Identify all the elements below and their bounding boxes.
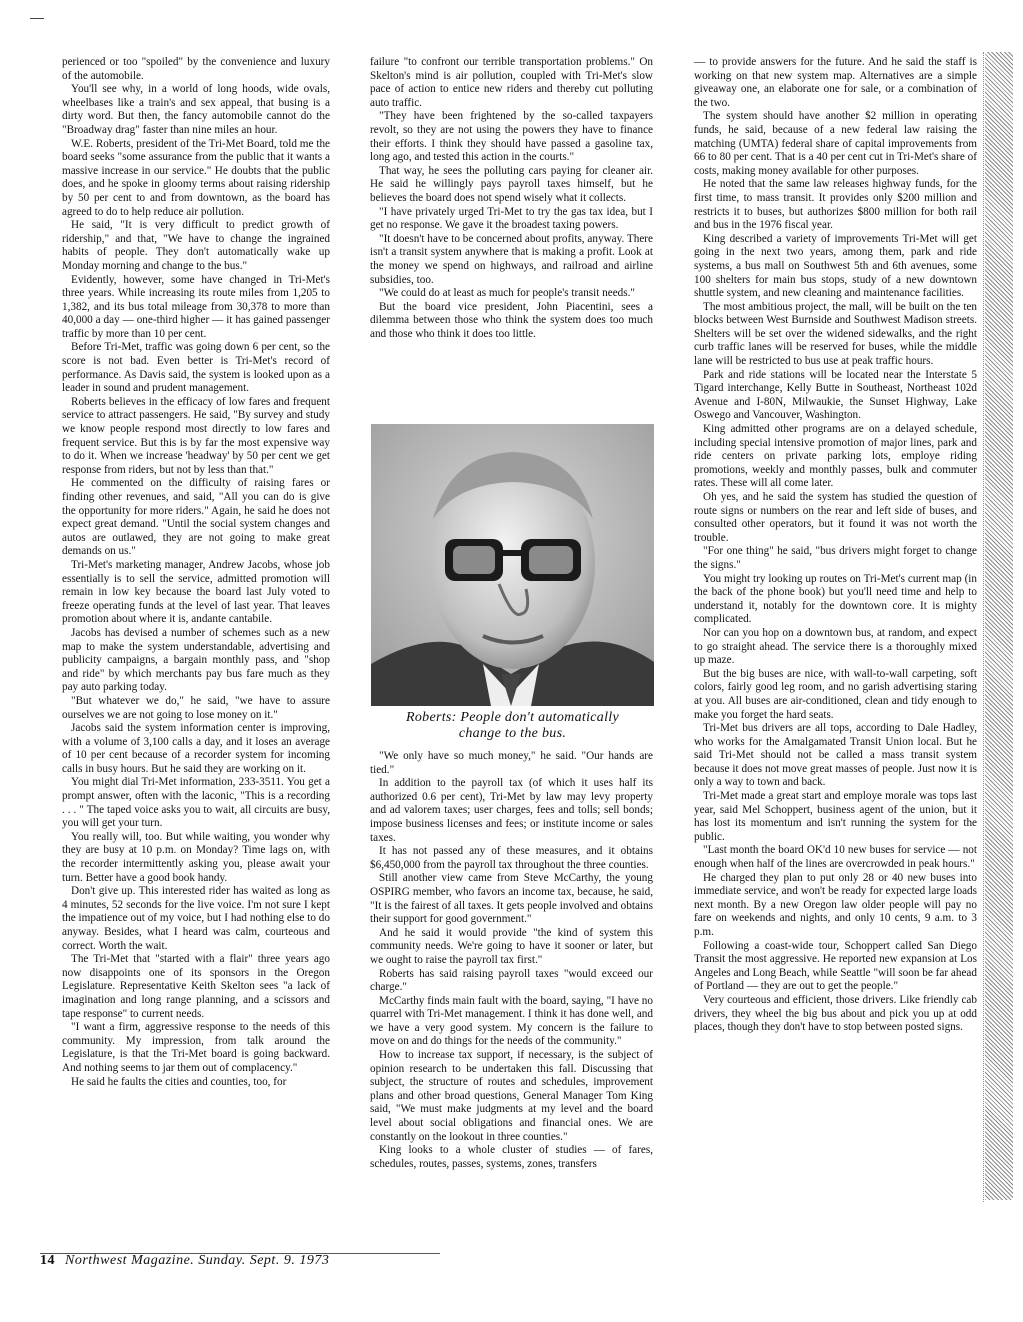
article-column-1 <box>62 56 330 1089</box>
paragraph: Jacobs said the system information center is improving, with a volume of 3,100 calls a day, and it loses an average of 10 per cent because of a recorder system for incoming calls in busy hours. But he said they are working on it. <box>62 722 330 775</box>
paragraph: Park and ride stations will be located near the Interstate 5 Tigard interchange, Kelly Butte in Southeast, Northeast 102d Avenue and I-80N, Milwaukie, the Sunset Highway, Lake Oswego and Vancouver, Washington. <box>694 368 977 422</box>
paragraph: Following a coast-wide tour, Schoppert called San Diego Transit the most aggressive. He reported new expansion at Los Angeles and Long Beach, while Seattle "will soon be far ahead of Portland — they are out to get the people." <box>694 939 977 993</box>
caption-line-2: change to the bus. <box>458 726 567 741</box>
paragraph: Still another view came from Steve McCarthy, the young OSPIRG member, who favors an income tax, because, he said, "It is the fairest of all taxes. It gets people involved and obtains their support for good government." <box>370 872 653 926</box>
paragraph: W.E. Roberts, president of the Tri-Met Board, told me the board seeks "some assurance from the public that it wants a massive increase in our service." He doubts that the public does, and he spoke in gloomy terms about raising ridership by 50 per cent to and from downtown, as the board has agreed to do to help reduce air pollution. <box>62 137 330 218</box>
paragraph: "But whatever we do," he said, "we have to assure ourselves we are not going to lose money on it." <box>62 694 330 721</box>
paragraph: Before Tri-Met, traffic was going down 6 per cent, so the score is not bad. Even better is Tri-Met's record of performance. As Davis said, the system is looked upon as a leader in sound and prudent management. <box>62 341 330 395</box>
portrait-of-roberts <box>371 424 654 706</box>
article-column-2-bottom <box>370 750 653 1171</box>
paragraph: The most ambitious project, the mall, will be built on the ten blocks between West Burnside and Southwest Madison streets. Shelters will be set over the widened sidewalks, and the right curb traffic lanes will be reserved for buses, while the middle lane will be restricted to bus use at peak traffic hours. <box>694 300 977 368</box>
paragraph: Roberts believes in the efficacy of low fares and frequent service to attract passengers. He said, "By survey and study we know people respond most directly to low fares and frequent service. But this is by far the most expensive way to do it. When we increase 'headway' by 50 per cent we get response from riders, but not by less than that." <box>62 395 330 476</box>
paragraph: King described a variety of improvements Tri-Met will get going in the next two years, among them, park and ride systems, a bus mall on Southwest 5th and 6th avenues, some 100 shelters for main bus stops, study of a new downtown shuttle system, and new cleaning and maintenance facilities. <box>694 232 977 300</box>
paragraph: King admitted other programs are on a delayed schedule, including special intensive promotion of major lines, park and ride centers on private parking lots, employe riding promotions, weekly and monthly passes, bulk and commuter rates. These will all come later. <box>694 423 977 490</box>
caption-line-1: Roberts: People don't automatically <box>406 710 619 725</box>
paragraph: You might dial Tri-Met information, 233-3511. You get a prompt answer, often with the laconic, "This is a recording . . . " The taped voice asks you to wait, all circuits are busy, you will get your turn. <box>62 776 330 830</box>
paragraph: But the board vice president, John Piacentini, sees a dilemma between those who think the system does too much and those who think it does too little. <box>370 300 653 340</box>
paragraph: He commented on the difficulty of raising fares or finding other revenues, and said, "All you can do is give the opportunity for more riders." Again, he said he does not expect great demand. "Until the social system changes and autos are outlawed, they are not going to make great demands on us." <box>62 477 330 558</box>
paragraph: He said, "It is very difficult to predict growth of ridership," and that, "We have to change the ingrained habits of people. They don't automatically wake up Monday morning and change to the bus." <box>62 219 330 272</box>
paragraph: He said he faults the cities and counties, too, for <box>71 1075 287 1088</box>
paragraph: "We could do at least as much for people's transit needs." <box>379 287 635 300</box>
paragraph: You might try looking up routes on Tri-Met's current map (in the back of the phone book) but you'll need time and help to understand it, notably for the downtown core. It is mighty complicated. <box>694 572 977 626</box>
paragraph: perienced or too "spoiled" by the convenience and luxury of the automobile. <box>62 56 330 82</box>
article-column-3 <box>694 56 977 1035</box>
paragraph: Tri-Met made a great start and employe morale was tops last year, said Mel Schoppert, business agent of the union, but it has lost its momentum and isn't running the system for the public. <box>694 790 977 843</box>
paragraph: He charged they plan to put only 28 or 40 new buses into immediate service, and won't be ready for expected large loads next month. By a new Oregon law older people will pay no fare on weekends and nights, and only 10 cents, 9 a.m. to 3 p.m. <box>694 871 977 938</box>
paragraph: Oh yes, and he said the system has studied the question of route signs or numbers on the rear and left side of buses, and consulted other operators, but it found it was not worth the trouble. <box>694 491 977 544</box>
paragraph: And he said it would provide "the kind of system this community needs. We're going to have it sooner or later, but we ought to raise the payroll tax first." <box>370 926 653 966</box>
corner-mark <box>30 18 44 19</box>
paragraph: McCarthy finds main fault with the board, saying, "I have no quarrel with Tri-Met management. I think it has done well, and we have a very good system. My concern is the failure to move on and do things for the needs of the community." <box>370 994 653 1048</box>
paragraph: failure "to confront our terrible transportation problems." On Skelton's mind is air pollution, coupled with Tri-Met's slow pace of action to entice new riders and thereby cut polluting auto traffic. <box>370 56 653 109</box>
paragraph: "They have been frightened by the so-called taxpayers revolt, so they are not using the powers they have to finance their efforts. I think they should have passed a gasoline tax, long ago, and tested this action in the courts." <box>370 110 653 164</box>
paragraph: King looks to a whole cluster of studies — of fares, schedules, routes, passes, systems, zones, transfers <box>370 1144 653 1170</box>
paragraph: "Last month the board OK'd 10 new buses for service — not enough when half of the lines are overcrowded in peak hours." <box>694 844 977 871</box>
page-footer <box>40 1253 440 1277</box>
paragraph: Evidently, however, some have changed in Tri-Met's three years. While increasing its route miles from 1,205 to 1,382, and its bus total mileage from 30,378 to more than 40,000 a day — one-third higher — it has gained passenger traffic by more than 10 per cent. <box>62 273 330 340</box>
photo-caption <box>372 710 653 742</box>
paragraph: Very courteous and efficient, those drivers. Like friendly cab drivers, they wheel the big bus about and pick you up at odd places, though they don't have to stop between posted signs. <box>694 993 977 1034</box>
scan-edge-pattern <box>985 52 1013 1200</box>
article-column-2-top <box>370 56 653 341</box>
paragraph: You'll see why, in a world of long hoods, wide ovals, wheelbases like a train's and sex appeal, that busing is a dirty word. But then, the fancy automobile cannot do the "Broadway drag" faster than nine miles an hour. <box>62 83 330 136</box>
paragraph: Roberts has said raising payroll taxes "would exceed our charge." <box>370 967 653 994</box>
paragraph: That way, he sees the polluting cars paying for cleaner air. He said he willingly pays payroll taxes himself, but he believes the board does not spend wisely what it collects. <box>370 164 653 204</box>
paragraph: — to provide answers for the future. And he said the staff is working on that new system map. Alternatives are a simple giveaway one, an elaborate one for sale, or a combination of the two. <box>694 56 977 109</box>
paragraph: Jacobs has devised a number of schemes such as a new map to make the system understandable, advertising and publicity campaigns, a bargain monthly pass, and "shop and ride" by which merchants pay bus fare much as they pay auto parking today. <box>62 626 330 694</box>
paragraph: "It doesn't have to be concerned about profits, anyway. There isn't a transit system anywhere that is making a profit. Look at the money we spend on highways, and railroad and airline subsidies, too. <box>370 232 653 286</box>
paragraph: Tri-Met's marketing manager, Andrew Jacobs, whose job essentially is to sell the service, admitted promotion will remain in low key because the board last July voted to freeze operating funds at the level of last year. That leaves promotion about where it is, andante cantabile. <box>62 558 330 626</box>
paragraph: "We only have so much money," he said. "Our hands are tied." <box>370 750 653 776</box>
paragraph: How to increase tax support, if necessary, is the subject of opinion research to be undertaken this fall. Discussing that subject, the structure of routes and schedules, improvement plans and other broad questions, General Manager Tom King said, "We must make judgments at my level and the board level about social obligations and financial ones. We are constantly on the lookout in three counties." <box>370 1049 653 1143</box>
paragraph: But the big buses are nice, with wall-to-wall carpeting, soft colors, fairly good leg room, and no garish advertising staring at you. All buses are air-conditioned, clean and tidy enough to make you forget the hard seats. <box>694 667 977 721</box>
page-number: 14 <box>40 1253 55 1268</box>
paragraph: "For one thing" he said, "bus drivers might forget to change the signs." <box>694 545 977 571</box>
paragraph: Don't give up. This interested rider has waited as long as 4 minutes, 52 seconds for the live voice. I'm not sure I kept the impatience out of my voice, but I had nothing else to do anyway. Besides, what I heard was calm, courteous and correct. Worth the wait. <box>62 885 330 952</box>
portrait-photo <box>371 424 654 706</box>
paragraph: The Tri-Met that "started with a flair" three years ago now disappoints one of its sponsors in the Oregon Legislature. Representative Keith Skelton sees "a lack of imagination and long range planning, and a scissors and tape response" to current needs. <box>62 953 330 1020</box>
paragraph: The system should have another $2 million in operating funds, he said, because of a new federal law raising the matching (UMTA) federal share of capital improvements from 66 to 80 per cent. That is a 40 per cent cut in Tri-Met's share of costs, making money available for other purposes. <box>694 110 977 177</box>
publication-line: Northwest Magazine. Sunday. Sept. 9. 1973 <box>65 1253 330 1268</box>
paragraph: In addition to the payroll tax (of which it uses half its authorized 0.6 per cent), Tri-Met by law may levy property and ad valorem taxes; user charges, fees and tolls; sell bonds; impose business licenses and fees; or institute income or sales taxes. <box>370 777 653 844</box>
paragraph: "I want a firm, aggressive response to the needs of this community. My impression, from talk around the Legislature, is that the Tri-Met board is going backward. And nothing seems to jar them out of complacency." <box>62 1021 330 1074</box>
paragraph: "I have privately urged Tri-Met to try the gas tax idea, but I get no response. We gave it the broadest taxing powers. <box>370 205 653 232</box>
paragraph: He noted that the same law releases highway funds, for the first time, to mass transit. It provides only $200 million and restricts it to buses, but authorizes $800 million for both rail and bus in the 1976 fiscal year. <box>694 178 977 232</box>
paragraph: You really will, too. But while waiting, you wonder why they are busy at 10 p.m. on Monday? Time lags on, with the recorder intermittently asking you, please await your turn. Better have a good book handy. <box>62 830 330 884</box>
paragraph: It has not passed any of these measures, and it obtains $6,450,000 from the payroll tax throughout the three counties. <box>370 845 653 871</box>
paragraph: Tri-Met bus drivers are all tops, according to Dale Hadley, who works for the Amalgamated Transit Union local. But he said Tri-Met should not be called a mass transit system because it does not move great masses of people. Just now it is only a way to town and back. <box>694 722 977 789</box>
paragraph: Nor can you hop on a downtown bus, at random, and expect to go straight ahead. The service there is a thoroughly mixed up maze. <box>694 626 977 667</box>
